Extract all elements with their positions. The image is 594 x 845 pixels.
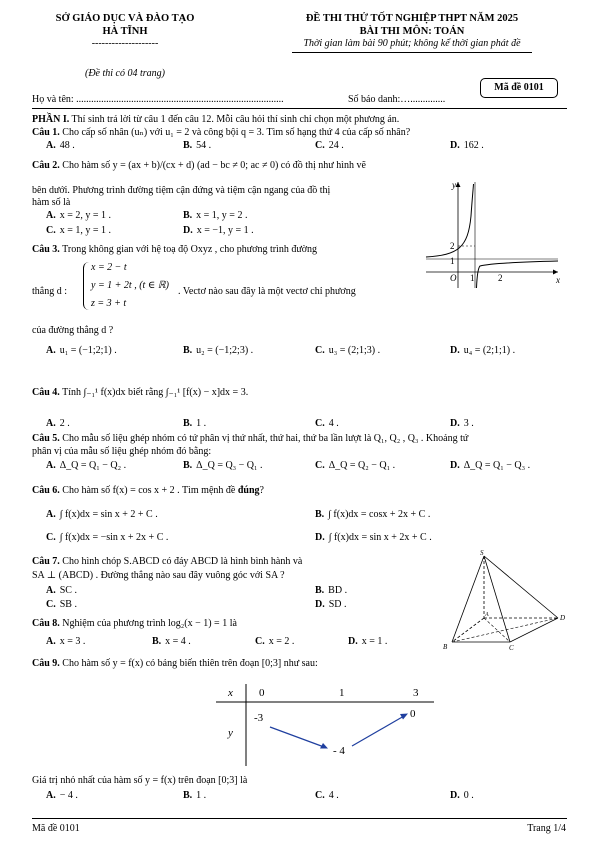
q7-b-text: BD .: [328, 585, 348, 596]
q7-c-text: SB .: [59, 599, 77, 610]
q1-b-text: 54 .: [196, 140, 212, 151]
letter: C.: [315, 140, 325, 151]
q9-text: Cho hàm số y = f(x) có bảng biến thiên trên đoạn [0;3] như sau:: [59, 658, 318, 669]
q4-label: Câu 4.: [32, 387, 60, 398]
exam-title: ĐỀ THI THỬ TỐT NGHIỆP THPT NĂM 2025: [305, 13, 519, 24]
q7-option-c[interactable]: [46, 599, 77, 612]
q5-option-c[interactable]: [315, 460, 395, 473]
q9-text-line2: Giá trị nhỏ nhất của hàm số y = f(x) trên đoạn [0;3] là: [32, 775, 248, 786]
q3-line-word: thẳng d :: [32, 286, 67, 297]
y-val-1: - 4: [333, 745, 345, 757]
q7-text-line2: SA ⊥ (ABCD) . Đường thẳng nào sau đây vuông góc với SA ?: [32, 570, 285, 581]
vertex-a: A: [485, 612, 489, 618]
footer-divider: [32, 818, 567, 819]
q8-text: Nghiệm của phương trình log₂(x − 1) = 1 là: [59, 618, 237, 629]
letter: D.: [348, 636, 358, 647]
q5-b-text: Δ_Q = Q₃ − Q₁ .: [196, 460, 263, 471]
q4-c-text: 4 .: [328, 418, 339, 429]
q3-c-text: u₃ = (2;1;3) .: [328, 345, 381, 356]
question-6: [32, 485, 572, 498]
question-4: [32, 387, 572, 400]
q5-a-text: Δ_Q = Q₁ − Q₂ .: [59, 460, 127, 471]
q3-text-line2: . Vectơ nào sau đây là một vectơ chỉ phương: [178, 286, 356, 297]
q8-label: Câu 8.: [32, 618, 60, 629]
origin-label: O: [450, 273, 457, 283]
q3-text-line3: của đường thẳng d ?: [32, 325, 114, 336]
letter: A.: [46, 418, 56, 429]
q7-option-d[interactable]: [315, 599, 347, 612]
q2-option-a[interactable]: [46, 210, 111, 223]
q3-option-d[interactable]: [450, 345, 515, 358]
q1-c-text: 24 .: [328, 140, 344, 151]
q9-b-text: 1 .: [196, 790, 207, 801]
q1-option-b[interactable]: [183, 140, 211, 153]
q3-eq-z: z = 3 + t: [91, 298, 127, 309]
right-branch: [477, 261, 559, 288]
q8-option-d[interactable]: [348, 636, 387, 649]
letter: B.: [315, 509, 325, 520]
q5-option-a[interactable]: [46, 460, 126, 473]
y-val-0: -3: [254, 712, 264, 724]
q7-a-text: SC .: [59, 585, 77, 596]
decreasing-arrow: [270, 727, 324, 747]
letter: B.: [183, 790, 193, 801]
q6-text: Cho hàm số f(x) = cos x + 2 . Tìm mệnh đề: [59, 485, 238, 496]
q3-option-b[interactable]: [183, 345, 253, 358]
q5-option-b[interactable]: [183, 460, 263, 473]
question-8: [32, 618, 572, 631]
q1-d-text: 162 .: [463, 140, 484, 151]
letter: A.: [46, 636, 56, 647]
letter: C.: [46, 225, 56, 236]
q3-brace: [83, 262, 89, 310]
vertex-c: C: [509, 644, 514, 652]
letter: C.: [315, 418, 325, 429]
letter: C.: [255, 636, 265, 647]
q9-option-a[interactable]: [46, 790, 78, 803]
vertex-b: B: [443, 643, 448, 651]
question-5: [32, 433, 572, 446]
q2-option-d[interactable]: [183, 225, 254, 238]
letter: C.: [46, 599, 56, 610]
q6-option-b[interactable]: [315, 509, 430, 522]
q5-d-text: Δ_Q = Q₁ − Q₃ .: [463, 460, 531, 471]
tick-y2: 2: [450, 241, 455, 251]
letter: A.: [46, 509, 56, 520]
q2-b-text: x = 1, y = 2 .: [196, 210, 248, 221]
q3-option-c[interactable]: [315, 345, 380, 358]
q4-option-a[interactable]: [46, 418, 70, 431]
vertex-s: S: [480, 549, 484, 557]
part1-text: Thí sinh trả lời từ câu 1 đến câu 12. Mỗi câu hỏi thí sinh chỉ chọn một phương án.: [69, 114, 400, 125]
pyramid-figure: [440, 548, 572, 654]
dept-name: SỞ GIÁO DỤC VÀ ĐÀO TẠO: [55, 13, 195, 24]
q3-eq-x: x = 2 − t: [91, 262, 127, 273]
y-head: y: [228, 727, 233, 739]
x-val-0: 0: [259, 687, 265, 699]
exam-code-box: Mã đề 0101: [480, 78, 558, 98]
q6-a-text: ∫ f(x)dx = sin x + 2 + C .: [59, 509, 158, 520]
vertex-d: D: [560, 614, 566, 622]
q3-label: Câu 3.: [32, 244, 60, 255]
q9-option-c[interactable]: [315, 790, 339, 803]
question-9: [32, 658, 572, 671]
q6-text-end: ?: [259, 485, 264, 496]
time-note: Thời gian làm bài 90 phút; không kể thời gian phát đề: [303, 38, 521, 49]
footer-exam-code: Mã đề 0101: [32, 823, 80, 834]
q8-option-b[interactable]: [152, 636, 191, 649]
letter: B.: [152, 636, 162, 647]
letter: A.: [46, 790, 56, 801]
letter: B.: [183, 418, 193, 429]
exam-subject: BÀI THI MÔN: TOÁN: [359, 26, 465, 37]
q1-option-a[interactable]: [46, 140, 75, 153]
header-divider: [32, 108, 567, 109]
hyperbola-graph: [418, 176, 568, 296]
q6-label: Câu 6.: [32, 485, 60, 496]
q6-option-c[interactable]: [46, 532, 168, 545]
q5-text: Cho mẫu số liệu ghép nhóm có tứ phân vị thứ nhất, thứ hai, thứ ba lần lượt là Q₁, Q₂ , Q₃ . Khoảng tứ: [59, 433, 469, 444]
letter: D.: [450, 790, 460, 801]
letter: B.: [183, 210, 193, 221]
q8-d-text: x = 1 .: [361, 636, 388, 647]
variation-table: [212, 680, 437, 770]
title-underline: [292, 52, 532, 53]
y-val-3: 0: [410, 708, 416, 720]
q4-b-text: 1 .: [196, 418, 207, 429]
id-field: Số báo danh:…..............: [348, 94, 446, 105]
x-head: x: [228, 687, 233, 699]
q5-label: Câu 5.: [32, 433, 60, 444]
x-val-3: 3: [413, 687, 419, 699]
q3-option-a[interactable]: [46, 345, 117, 358]
letter: A.: [46, 460, 56, 471]
q2-d-text: x = −1, y = 1 .: [196, 225, 254, 236]
letter: B.: [183, 140, 193, 151]
question-1: [32, 127, 572, 140]
letter: C.: [315, 460, 325, 471]
q8-b-text: x = 4 .: [165, 636, 191, 647]
letter: C.: [315, 345, 325, 356]
q8-a-text: x = 3 .: [59, 636, 86, 647]
part1-instructions: [32, 114, 572, 127]
q1-option-d[interactable]: [450, 140, 484, 153]
letter: A.: [46, 210, 56, 221]
footer-page-number: Trang 1/4: [527, 823, 566, 834]
q4-d-text: 3 .: [463, 418, 474, 429]
question-2: [32, 160, 572, 173]
q3-a-text: u₁ = (−1;2;1) .: [59, 345, 117, 356]
province-name: HÀ TĨNH: [102, 26, 148, 37]
letter: C.: [315, 790, 325, 801]
q2-a-text: x = 2, y = 1 .: [59, 210, 112, 221]
q4-option-b[interactable]: [183, 418, 206, 431]
q2-option-c[interactable]: [46, 225, 111, 238]
q7-option-a[interactable]: [46, 585, 77, 598]
letter: A.: [46, 140, 56, 151]
q2-c-text: x = 1, y = 1 .: [59, 225, 112, 236]
q8-option-c[interactable]: [255, 636, 294, 649]
q6-emphasis: đúng: [237, 485, 260, 496]
increasing-arrow: [352, 716, 404, 746]
q9-c-text: 4 .: [328, 790, 339, 801]
q2-text-line3: hàm số là: [32, 197, 71, 208]
q9-option-b[interactable]: [183, 790, 206, 803]
q1-label: Câu 1.: [32, 127, 60, 138]
q5-option-d[interactable]: [450, 460, 530, 473]
q7-d-text: SD .: [328, 599, 347, 610]
letter: D.: [450, 418, 460, 429]
q5-c-text: Δ_Q = Q₂ − Q₁ .: [328, 460, 396, 471]
letter: D.: [183, 225, 193, 236]
tick-x1: 1: [470, 273, 475, 283]
letter: B.: [183, 460, 193, 471]
q1-option-c[interactable]: [315, 140, 344, 153]
letter: B.: [315, 585, 325, 596]
question-3: [32, 244, 572, 257]
header-dashes: --------------------: [91, 38, 159, 49]
q4-option-c[interactable]: [315, 418, 339, 431]
letter: D.: [450, 460, 460, 471]
q3-text: Trong không gian với hệ toạ độ Oxyz , cho phương trình đường: [59, 244, 318, 255]
q2-text: Cho hàm số y = (ax + b)/(cx + d) (ad − bc ≠ 0; ac ≠ 0) có đồ thị như hình vẽ: [59, 160, 366, 171]
q7-text: Cho hình chóp S.ABCD có đáy ABCD là hình bình hành và: [59, 556, 303, 567]
part1-title: PHẦN I.: [32, 114, 70, 125]
q6-option-d[interactable]: [315, 532, 432, 545]
q8-option-a[interactable]: [46, 636, 85, 649]
q7-label: Câu 7.: [32, 556, 60, 567]
pages-note: (Đề thi có 04 trang): [85, 68, 165, 79]
q6-d-text: ∫ f(x)dx = sin x + 2x + C .: [328, 532, 432, 543]
q9-option-d[interactable]: [450, 790, 474, 803]
letter: A.: [46, 345, 56, 356]
q2-option-b[interactable]: [183, 210, 247, 223]
q1-a-text: 48 .: [59, 140, 75, 151]
letter: A.: [46, 585, 56, 596]
letter: B.: [183, 345, 193, 356]
q9-a-text: − 4 .: [59, 790, 78, 801]
name-field: Họ và tên: ...................................................................................: [32, 94, 284, 105]
letter: C.: [46, 532, 56, 543]
y-label: y: [452, 180, 456, 190]
q4-option-d[interactable]: [450, 418, 474, 431]
q6-c-text: ∫ f(x)dx = −sin x + 2x + C .: [59, 532, 169, 543]
q1-text: Cho cấp số nhân (uₙ) với u₁ = 2 và công bội q = 3. Tìm số hạng thứ 4 của cấp số nhân?: [59, 127, 411, 138]
q2-label: Câu 2.: [32, 160, 60, 171]
letter: D.: [450, 140, 460, 151]
letter: D.: [315, 599, 325, 610]
tick-y1: 1: [450, 256, 455, 266]
q2-text-line2: bên dưới. Phương trình đường tiệm cận đứng và tiệm cận ngang của đồ thị: [32, 185, 331, 196]
letter: D.: [450, 345, 460, 356]
x-val-1: 1: [339, 687, 345, 699]
q4-a-text: 2 .: [59, 418, 70, 429]
q6-b-text: ∫ f(x)dx = cosx + 2x + C .: [328, 509, 431, 520]
q8-c-text: x = 2 .: [268, 636, 295, 647]
q5-text-line2: phân vị của mẫu số liệu ghép nhóm đó bằng:: [32, 446, 212, 457]
q9-label: Câu 9.: [32, 658, 60, 669]
q3-b-text: u₂ = (−1;2;3) .: [196, 345, 254, 356]
q9-d-text: 0 .: [463, 790, 474, 801]
tick-x2: 2: [498, 273, 503, 283]
q3-d-text: u₄ = (2;1;1) .: [463, 345, 516, 356]
x-label: x: [556, 275, 560, 285]
q3-eq-y: y = 1 + 2t , (t ∈ ℝ): [91, 280, 169, 291]
q7-option-b[interactable]: [315, 585, 347, 598]
q4-text: Tính ∫₋₁¹ f(x)dx biết rằng ∫₋₁¹ [f(x) − x]dx = 3.: [59, 387, 249, 398]
letter: D.: [315, 532, 325, 543]
q6-option-a[interactable]: [46, 509, 158, 522]
